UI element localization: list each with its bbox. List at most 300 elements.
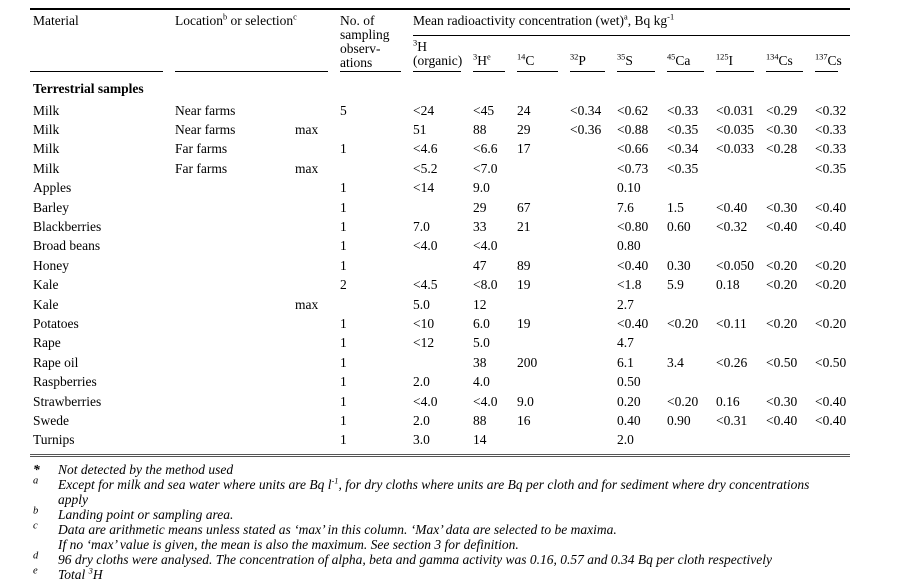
value-cell: <0.20: [766, 277, 798, 293]
material-cell: Kale: [33, 277, 59, 293]
value-cell: <0.34: [667, 141, 699, 157]
table-body: [30, 72, 850, 455]
value-cell: <0.33: [815, 141, 847, 157]
footnotes: [30, 462, 875, 582]
value-cell: [815, 431, 850, 456]
material-cell: Kale: [33, 296, 59, 312]
footnote: [30, 477, 875, 507]
selection-cell: max: [295, 296, 319, 312]
footnote: [30, 567, 875, 582]
value-cell: 3.0: [413, 431, 473, 456]
value-cell: <0.20: [667, 393, 699, 409]
value-cell: 29: [473, 199, 487, 215]
value-cell: [766, 179, 815, 198]
header-underline: [340, 71, 401, 72]
value-cell: [570, 392, 617, 411]
value-cell: <0.20: [766, 315, 798, 331]
value-cell: 17: [517, 141, 531, 157]
observations-cell: 1: [340, 238, 347, 254]
value-cell: 5.9: [667, 277, 684, 293]
material-cell: Rape oil: [33, 354, 79, 370]
location-cell: Far farms: [175, 141, 228, 157]
material-cell: Milk: [33, 141, 60, 157]
material-cell: Blackberries: [33, 219, 102, 235]
value-cell: <8.0: [473, 277, 498, 293]
column-header-isotope-label: $^{32}$P: [570, 52, 586, 68]
value-cell: [716, 431, 766, 456]
footnote-marker: *: [33, 461, 40, 477]
selection-cell: [295, 334, 340, 353]
value-cell: 19: [517, 277, 531, 293]
value-cell: [413, 353, 473, 372]
material-cell: Broad beans: [33, 238, 101, 254]
footnote-marker: a: [33, 475, 39, 487]
selection-cell: [295, 353, 340, 372]
value-cell: 19: [517, 315, 531, 331]
observations-cell: 1: [340, 199, 347, 215]
value-cell: [667, 295, 716, 314]
column-header-isotope: [473, 35, 517, 72]
value-cell: <0.29: [766, 102, 798, 118]
material-cell: Milk: [33, 160, 60, 176]
value-cell: [570, 159, 617, 178]
footnote: [30, 552, 875, 567]
header-underline: [716, 71, 754, 72]
value-cell: [766, 372, 815, 391]
material-cell: Barley: [33, 199, 69, 215]
location-cell: [175, 334, 295, 353]
value-cell: 33: [473, 219, 487, 235]
footnote: [30, 507, 875, 522]
value-cell: <0.11: [716, 315, 747, 331]
value-cell: 4.7: [617, 335, 634, 351]
footnote-text: Total $^3$H: [58, 566, 103, 582]
value-cell: 9.0: [517, 393, 534, 409]
value-cell: [570, 372, 617, 391]
value-cell: <14: [413, 180, 435, 196]
table-row: [30, 159, 850, 178]
value-cell: [766, 295, 815, 314]
value-cell: <5.2: [413, 160, 438, 176]
observations-cell: [340, 159, 413, 178]
footnote-text: 96 dry cloths were analysed. The concentration of alpha, beta and gamma activity was 0.16, 0.57 and 0.34 Bq per cloth respectively: [58, 551, 773, 567]
value-cell: 14: [473, 431, 517, 456]
column-header-isotope: [667, 35, 716, 72]
value-cell: <0.80: [617, 219, 649, 235]
value-cell: 88: [473, 412, 487, 428]
column-header-isotope-label: $^{14}$C: [517, 52, 535, 68]
observations-cell: 1: [340, 141, 347, 157]
column-header-isotope: [815, 35, 850, 72]
value-cell: <7.0: [473, 160, 498, 176]
value-cell: <0.73: [617, 160, 649, 176]
value-cell: 0.40: [617, 412, 641, 428]
value-cell: [815, 237, 850, 256]
value-cell: 38: [473, 354, 487, 370]
observations-cell: 1: [340, 315, 347, 331]
value-cell: 24: [517, 102, 531, 118]
selection-cell: [295, 237, 340, 256]
value-cell: <4.0: [473, 238, 498, 254]
value-cell: <0.88: [617, 122, 649, 138]
value-cell: <1.8: [617, 277, 642, 293]
value-cell: 200: [517, 354, 538, 370]
value-cell: <0.28: [766, 141, 798, 157]
value-cell: [570, 276, 617, 295]
value-cell: [413, 256, 473, 275]
table-row: [30, 101, 850, 120]
value-cell: [570, 334, 617, 353]
selection-cell: [295, 431, 340, 456]
value-cell: [716, 372, 766, 391]
value-cell: [716, 334, 766, 353]
table-row: [30, 198, 850, 217]
material-cell: Rape: [33, 335, 61, 351]
header-underline: [413, 71, 461, 72]
value-cell: [517, 295, 570, 314]
location-cell: Far farms: [175, 160, 228, 176]
value-cell: <0.033: [716, 141, 754, 157]
column-header-isotope: [617, 35, 667, 72]
location-cell: [175, 217, 295, 236]
value-cell: 51: [413, 122, 427, 138]
value-cell: [716, 179, 766, 198]
value-cell: <0.34: [570, 102, 602, 118]
value-cell: 2.0: [413, 412, 430, 428]
header-underline: [617, 71, 655, 72]
footnote: [30, 522, 875, 552]
table-row: [30, 179, 850, 198]
footnote: [30, 462, 875, 477]
selection-cell: [295, 276, 340, 295]
radioactivity-table: [30, 8, 850, 457]
value-cell: [766, 237, 815, 256]
value-cell: [570, 353, 617, 372]
value-cell: [517, 237, 570, 256]
value-cell: <4.0: [413, 238, 438, 254]
value-cell: [716, 295, 766, 314]
value-cell: [517, 334, 570, 353]
location-cell: [175, 392, 295, 411]
table-row: [30, 256, 850, 275]
value-cell: <0.33: [667, 102, 699, 118]
selection-cell: [295, 101, 340, 120]
value-cell: <0.66: [617, 141, 649, 157]
column-header-isotope-label: $^{137}$Cs: [815, 52, 842, 68]
section-row: [30, 72, 850, 101]
location-cell: [175, 411, 295, 430]
value-cell: 7.0: [413, 219, 430, 235]
table-row: [30, 120, 850, 139]
value-cell: [570, 256, 617, 275]
value-cell: [667, 431, 716, 456]
value-cell: <0.36: [570, 122, 602, 138]
value-cell: [766, 334, 815, 353]
value-cell: [517, 431, 570, 456]
value-cell: <0.30: [766, 122, 798, 138]
value-cell: <0.20: [815, 257, 847, 273]
header-underline: [570, 71, 605, 72]
value-cell: [517, 179, 570, 198]
location-cell: [175, 198, 295, 217]
material-cell: Raspberries: [33, 374, 97, 390]
value-cell: [815, 295, 850, 314]
value-cell: 7.6: [617, 199, 634, 215]
value-cell: <0.40: [815, 219, 847, 235]
value-cell: [570, 411, 617, 430]
value-cell: 5.0: [413, 296, 430, 312]
column-header-location-selection: [175, 9, 340, 72]
location-cell: [175, 431, 295, 456]
value-cell: <0.031: [716, 102, 754, 118]
value-cell: <0.20: [815, 315, 847, 331]
value-cell: <0.31: [716, 412, 748, 428]
value-cell: <0.30: [766, 199, 798, 215]
value-cell: 2.0: [413, 374, 430, 390]
value-cell: [716, 159, 766, 178]
value-cell: <0.35: [667, 122, 699, 138]
column-header-isotope-label: $^{125}$I: [716, 52, 734, 68]
footnote-text: Data are arithmetic means unless stated as ‘max’ in this column. ‘Max’ data are selected to be maxima. If no ‘max’ value is given, the mean is also the maximum. See section 3 for definition.: [58, 521, 617, 552]
table-row: [30, 295, 850, 314]
observations-cell: 1: [340, 431, 413, 456]
value-cell: <4.0: [413, 393, 438, 409]
column-header-isotope: [517, 35, 570, 72]
column-group-header-label: Mean radioactivity concentration (wet)$^a$, Bq $kg^{-1}$: [413, 12, 675, 28]
material-cell: Milk: [33, 122, 60, 138]
header-underline: [766, 71, 803, 72]
table-header: [30, 9, 850, 72]
table-row: [30, 237, 850, 256]
value-cell: [570, 431, 617, 456]
column-header-isotope-label: $^3$H (organic): [413, 38, 463, 68]
value-cell: <0.40: [617, 257, 649, 273]
footnote-text: Not detected by the method used: [58, 461, 234, 477]
material-cell: Milk: [33, 102, 60, 118]
value-cell: <24: [413, 102, 435, 118]
value-cell: [766, 159, 815, 178]
value-cell: <0.32: [716, 219, 748, 235]
value-cell: [570, 217, 617, 236]
value-cell: [570, 198, 617, 217]
selection-cell: [295, 217, 340, 236]
location-cell: [175, 372, 295, 391]
value-cell: 0.80: [617, 238, 641, 254]
column-group-header-concentration: [413, 9, 850, 35]
table-row: [30, 431, 850, 456]
value-cell: [570, 295, 617, 314]
value-cell: <0.20: [815, 277, 847, 293]
value-cell: 88: [473, 122, 487, 138]
value-cell: <0.26: [716, 354, 748, 370]
column-header-isotope: [716, 35, 766, 72]
footnote-text: Landing point or sampling area.: [58, 506, 234, 522]
observations-cell: 1: [340, 219, 347, 235]
observations-cell: 1: [340, 393, 347, 409]
selection-cell: max: [295, 160, 319, 176]
table-row: [30, 314, 850, 333]
selection-cell: [295, 411, 340, 430]
value-cell: <0.40: [766, 219, 798, 235]
observations-cell: 1: [340, 374, 347, 390]
value-cell: <0.40: [815, 393, 847, 409]
table-row: [30, 217, 850, 236]
value-cell: <0.050: [716, 257, 754, 273]
value-cell: <4.6: [413, 141, 438, 157]
value-cell: [413, 198, 473, 217]
value-cell: 4.0: [473, 374, 490, 390]
value-cell: 9.0: [473, 180, 490, 196]
observations-cell: 1: [340, 354, 347, 370]
value-cell: 67: [517, 199, 531, 215]
material-cell: Potatoes: [33, 315, 79, 331]
value-cell: 29: [517, 122, 531, 138]
table-row: [30, 392, 850, 411]
value-cell: <0.35: [667, 160, 699, 176]
footnote-marker: c: [33, 520, 38, 532]
value-cell: 0.90: [667, 412, 691, 428]
header-underline: [175, 71, 328, 72]
table-row: [30, 353, 850, 372]
selection-cell: [295, 392, 340, 411]
value-cell: 21: [517, 219, 531, 235]
table-row: [30, 411, 850, 430]
value-cell: 2.7: [617, 296, 634, 312]
observations-cell: 5: [340, 102, 347, 118]
value-cell: 0.10: [617, 180, 641, 196]
value-cell: [667, 237, 716, 256]
value-cell: [517, 159, 570, 178]
value-cell: [815, 372, 850, 391]
value-cell: [815, 334, 850, 353]
value-cell: <0.20: [667, 315, 699, 331]
location-cell: [175, 353, 295, 372]
selection-cell: [295, 179, 340, 198]
header-underline: [517, 71, 558, 72]
footnote-marker: e: [33, 565, 38, 577]
column-header-location-label: Location$^b$ or selection$^c$: [175, 12, 297, 28]
section-title: Terrestrial samples: [33, 81, 144, 96]
material-cell: Swede: [33, 412, 69, 428]
material-cell: Apples: [33, 180, 72, 196]
value-cell: 0.50: [617, 374, 641, 390]
selection-cell: max: [295, 122, 319, 138]
value-cell: [517, 372, 570, 391]
value-cell: 0.16: [716, 393, 740, 409]
value-cell: 6.0: [473, 315, 490, 331]
value-cell: <0.40: [716, 199, 748, 215]
location-cell: [175, 295, 295, 314]
value-cell: <4.5: [413, 277, 438, 293]
column-header-observations: [340, 9, 413, 72]
value-cell: <45: [473, 102, 495, 118]
value-cell: <6.6: [473, 141, 498, 157]
column-header-isotope-label: $^{35}$S: [617, 52, 633, 68]
selection-cell: [295, 256, 340, 275]
value-cell: 2.0: [617, 431, 667, 456]
value-cell: 5.0: [473, 335, 490, 351]
table-row: [30, 276, 850, 295]
table-row: [30, 140, 850, 159]
selection-cell: [295, 198, 340, 217]
value-cell: <0.40: [815, 199, 847, 215]
header-underline: [667, 71, 704, 72]
value-cell: <0.33: [815, 122, 847, 138]
value-cell: <0.62: [617, 102, 649, 118]
value-cell: <0.50: [815, 354, 847, 370]
column-header-isotope-label: $^3H^e$: [473, 52, 491, 68]
location-cell: [175, 237, 295, 256]
value-cell: <0.50: [766, 354, 798, 370]
value-cell: 0.18: [716, 277, 740, 293]
value-cell: [570, 179, 617, 198]
value-cell: <0.035: [716, 122, 754, 138]
footnote-text: Except for milk and sea water where units are Bq $l^{-1}$, for dry cloths where units are Bq per cloth and for sediment where dry concentrations apply: [58, 476, 810, 507]
observations-cell: [340, 120, 413, 139]
location-cell: [175, 314, 295, 333]
value-cell: 0.20: [617, 393, 641, 409]
value-cell: <0.30: [766, 393, 798, 409]
observations-cell: 2: [340, 277, 347, 293]
value-cell: <0.40: [815, 412, 847, 428]
value-cell: [570, 314, 617, 333]
value-cell: <0.32: [815, 102, 847, 118]
header-underline: [815, 71, 838, 72]
value-cell: [716, 237, 766, 256]
selection-cell: [295, 140, 340, 159]
value-cell: [766, 431, 815, 456]
value-cell: [815, 179, 850, 198]
column-header-isotope-label: $^{45}$Ca: [667, 52, 691, 68]
value-cell: 0.60: [667, 219, 691, 235]
value-cell: <0.20: [766, 257, 798, 273]
table-row: [30, 372, 850, 391]
column-header-material-label: Material: [33, 13, 79, 28]
location-cell: [175, 179, 295, 198]
column-header-observations-label: No. of sampling observ- ations: [340, 13, 390, 70]
observations-cell: 1: [340, 335, 347, 351]
material-cell: Strawberries: [33, 393, 102, 409]
value-cell: [570, 140, 617, 159]
footnote-marker: b: [33, 505, 39, 517]
value-cell: [570, 237, 617, 256]
value-cell: [667, 372, 716, 391]
location-cell: Near farms: [175, 102, 236, 118]
selection-cell: [295, 372, 340, 391]
value-cell: 0.30: [667, 257, 691, 273]
value-cell: 3.4: [667, 354, 684, 370]
value-cell: 89: [517, 257, 531, 273]
observations-cell: 1: [340, 257, 347, 273]
column-header-material: [30, 9, 175, 72]
observations-cell: 1: [340, 412, 347, 428]
material-cell: Turnips: [30, 431, 175, 456]
header-underline: [30, 71, 163, 72]
observations-cell: 1: [340, 180, 347, 196]
value-cell: [667, 334, 716, 353]
column-header-isotope: [766, 35, 815, 72]
value-cell: <0.40: [617, 315, 649, 331]
value-cell: 12: [473, 296, 487, 312]
observations-cell: [340, 295, 413, 314]
value-cell: <4.0: [473, 393, 498, 409]
column-header-isotope-label: $^{134}$Cs: [766, 52, 793, 68]
value-cell: <0.40: [766, 412, 798, 428]
header-underline: [473, 71, 505, 72]
value-cell: <10: [413, 315, 435, 331]
location-cell: [175, 276, 295, 295]
location-cell: Near farms: [175, 122, 236, 138]
